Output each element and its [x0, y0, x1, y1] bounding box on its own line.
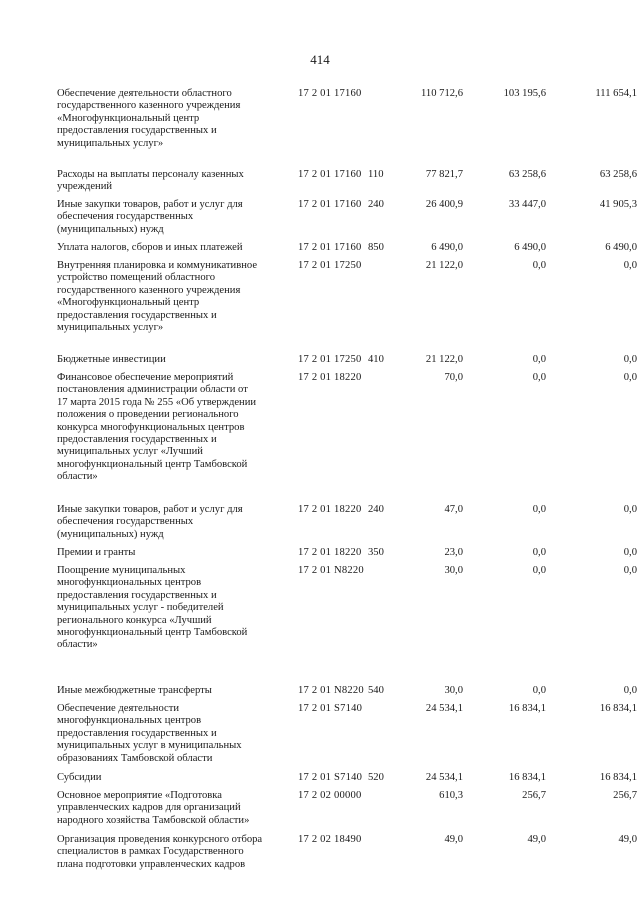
row-description: Иные закупки товаров, работ и услуг для обеспечения государственных (муниципальных) нужд — [57, 199, 243, 235]
table-row — [0, 772, 640, 790]
row-amount-year-2: 256,7 — [522, 790, 546, 801]
row-amount-year-3: 0,0 — [623, 685, 637, 696]
row-target-code: 17 2 01 17160 — [298, 242, 362, 253]
row-expense-type: 520 — [368, 772, 384, 783]
row-amount-year-3: 111 654,1 — [595, 88, 637, 99]
row-target-code: 17 2 01 N8220 — [298, 565, 364, 576]
row-amount-year-1: 23,0 — [444, 547, 463, 558]
row-amount-year-2: 0,0 — [532, 547, 546, 558]
table-row — [0, 199, 640, 242]
table-row — [0, 169, 640, 199]
row-amount-year-2: 0,0 — [532, 260, 546, 271]
row-amount-year-3: 256,7 — [613, 790, 637, 801]
row-description: Финансовое обеспечение мероприятий постановления администрации области от 17 марта 2015 года № 255 «Об утверждении положения о проведении регионального конкурса многофункциональных центров предоставления государственных и муниципальных услуг «Лучший многофункциональный центр Тамбовской области» — [57, 372, 257, 483]
table-row — [0, 547, 640, 565]
row-description: Иные межбюджетные трансферты — [57, 685, 212, 696]
table-row — [0, 703, 640, 772]
row-description: Уплата налогов, сборов и иных платежей — [57, 242, 243, 253]
row-amount-year-1: 110 712,6 — [421, 88, 463, 99]
table-row — [0, 242, 640, 260]
table-row — [0, 88, 640, 169]
row-description: Внутренняя планировка и коммуникативное устройство помещений областного государственного казенного учреждения «Многофункциональный центр предоставления государственных и муниципальных услуг» — [57, 260, 258, 334]
row-amount-year-2: 0,0 — [532, 565, 546, 576]
row-target-code: 17 2 01 17160 — [298, 169, 362, 180]
row-amount-year-2: 103 195,6 — [503, 88, 546, 99]
row-target-code: 17 2 01 17160 — [298, 199, 362, 210]
row-amount-year-3: 0,0 — [623, 565, 637, 576]
row-amount-year-1: 21 122,0 — [425, 354, 463, 365]
row-expense-type: 240 — [368, 199, 384, 210]
row-target-code: 17 2 01 S7140 — [298, 703, 363, 714]
row-amount-year-1: 6 490,0 — [431, 242, 463, 253]
row-description: Расходы на выплаты персоналу казенных учреждений — [57, 169, 244, 193]
row-amount-year-3: 6 490,0 — [605, 242, 637, 253]
row-amount-year-3: 0,0 — [623, 260, 637, 271]
row-amount-year-2: 0,0 — [532, 504, 546, 515]
row-amount-year-2: 63 258,6 — [508, 169, 546, 180]
row-amount-year-3: 49,0 — [618, 834, 637, 845]
row-target-code: 17 2 02 00000 — [298, 790, 362, 801]
row-amount-year-3: 0,0 — [623, 547, 637, 558]
row-amount-year-1: 49,0 — [444, 834, 463, 845]
row-amount-year-1: 24 534,1 — [425, 703, 463, 714]
row-description: Иные закупки товаров, работ и услуг для обеспечения государственных (муниципальных) нужд — [57, 504, 243, 540]
row-amount-year-1: 26 400,9 — [425, 199, 463, 210]
row-amount-year-3: 0,0 — [623, 354, 637, 365]
row-expense-type: 410 — [368, 354, 384, 365]
row-description: Обеспечение деятельности областного государственного казенного учреждения «Многофункциональный центр предоставления государственных и муниципальных услуг» — [57, 88, 241, 149]
row-amount-year-3: 0,0 — [623, 504, 637, 515]
row-amount-year-2: 16 834,1 — [508, 772, 546, 783]
row-amount-year-1: 70,0 — [444, 372, 463, 383]
row-amount-year-3: 63 258,6 — [599, 169, 637, 180]
row-amount-year-2: 16 834,1 — [508, 703, 546, 714]
table-row — [0, 504, 640, 547]
row-amount-year-2: 0,0 — [532, 354, 546, 365]
table-row — [0, 685, 640, 703]
row-target-code: 17 2 01 18220 — [298, 504, 362, 515]
table-row — [0, 354, 640, 372]
row-amount-year-3: 0,0 — [623, 372, 637, 383]
row-amount-year-1: 30,0 — [444, 565, 463, 576]
row-amount-year-3: 16 834,1 — [599, 772, 637, 783]
row-amount-year-3: 41 905,3 — [599, 199, 637, 210]
row-amount-year-1: 47,0 — [444, 504, 463, 515]
row-description: Основное мероприятие «Подготовка управленческих кадров для организаций народного хозяйства Тамбовской области» — [57, 790, 250, 826]
row-expense-type: 110 — [368, 169, 384, 180]
row-amount-year-1: 30,0 — [444, 685, 463, 696]
row-amount-year-2: 33 447,0 — [508, 199, 546, 210]
row-amount-year-3: 16 834,1 — [599, 703, 637, 714]
row-target-code: 17 2 01 N8220 — [298, 685, 364, 696]
row-target-code: 17 2 01 17250 — [298, 260, 362, 271]
row-expense-type: 240 — [368, 504, 384, 515]
row-expense-type: 350 — [368, 547, 384, 558]
row-amount-year-1: 77 821,7 — [425, 169, 463, 180]
budget-table — [0, 88, 640, 874]
row-expense-type: 850 — [368, 242, 384, 253]
row-target-code: 17 2 01 18220 — [298, 372, 362, 383]
row-target-code: 17 2 01 17160 — [298, 88, 362, 99]
row-description: Организация проведения конкурсного отбора специалистов в рамках Государственного плана подготовки управленческих кадров — [57, 834, 263, 870]
page-number: 414 — [310, 52, 330, 67]
row-description: Премии и гранты — [57, 547, 136, 558]
row-target-code: 17 2 01 18220 — [298, 547, 362, 558]
row-amount-year-2: 6 490,0 — [514, 242, 546, 253]
row-description: Бюджетные инвестиции — [57, 354, 166, 365]
row-amount-year-2: 0,0 — [532, 372, 546, 383]
row-target-code: 17 2 01 S7140 — [298, 772, 363, 783]
row-target-code: 17 2 01 17250 — [298, 354, 362, 365]
row-amount-year-2: 49,0 — [527, 834, 546, 845]
table-row — [0, 565, 640, 685]
row-amount-year-1: 610,3 — [439, 790, 463, 801]
row-target-code: 17 2 02 18490 — [298, 834, 362, 845]
table-row — [0, 372, 640, 504]
row-amount-year-1: 24 534,1 — [425, 772, 463, 783]
row-description: Субсидии — [57, 772, 102, 783]
table-row — [0, 260, 640, 354]
row-expense-type: 540 — [368, 685, 384, 696]
table-row — [0, 790, 640, 834]
table-row — [0, 834, 640, 874]
row-amount-year-1: 21 122,0 — [425, 260, 463, 271]
row-description: Обеспечение деятельности многофункциональных центров предоставления государственных и муниципальных услуг в муниципальных образованиях Тамбовской области — [57, 703, 242, 764]
row-amount-year-2: 0,0 — [532, 685, 546, 696]
row-description: Поощрение муниципальных многофункциональных центров предоставления государственных и муниципальных услуг - победителей регионального конкурса «Лучший многофункциональный центр Тамбовской области» — [57, 565, 248, 651]
